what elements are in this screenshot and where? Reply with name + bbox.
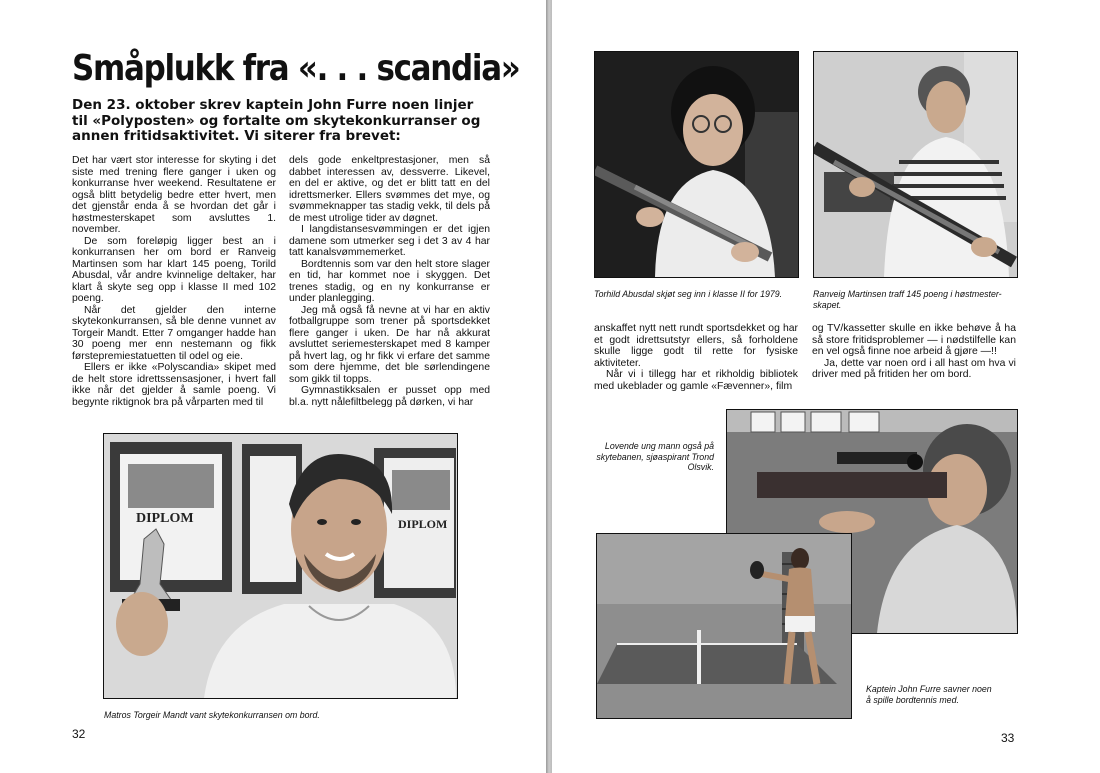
article-lead: Den 23. oktober skrev kaptein John Furre noen linjer til «Polyposten» og fortalte om skytekonkurranser og annen fritidsaktivitet. Vi siterer fra brevet: bbox=[72, 97, 481, 144]
caption-furre: Kaptein John Furre savner noen å spille bordtennis med. bbox=[866, 684, 992, 705]
paragraph: Når vi i tillegg har et rikholdig bibliotek med ukeblader og gamle «Fævenner», film bbox=[594, 369, 798, 392]
page-number: 33 bbox=[1001, 731, 1015, 745]
photo-torild-abusdal bbox=[594, 51, 799, 278]
paragraph: Ja, dette var noen ord i all hast om hva vi driver med på fritiden her om bord. bbox=[812, 357, 1016, 380]
paragraph: dels gode enkeltprestasjoner, men så dabbet interessen av, dessverre. Likevel, en del er aktive, og det er blitt tatt en del idrettsmerker. Ellers svømmes det mye, og svømmeknapper tas stadig vekk, til dels på de mest utrolige tider av døgnet. bbox=[289, 155, 490, 224]
text-column-1 bbox=[72, 155, 276, 408]
diplom-text-2: DIPLOM bbox=[398, 517, 448, 531]
paragraph: og TV/kassetter skulle en ikke behøve å ha så store fritidsproblemer — i nødstilfelle kan en vel også finne noe arbeid å gjøre —!! bbox=[812, 323, 1016, 357]
photo-ranveig-martinsen bbox=[813, 51, 1018, 278]
caption-torild: Torhild Abusdal skjøt seg inn i klasse II for 1979. bbox=[594, 289, 783, 299]
paragraph: Ellers er ikke «Polyscandia» skipet med de helt store idrettssensasjoner, i hvert fall ikke når det gjelder å samle poeng. Vi begynte riktignok bra på vårparten med til bbox=[72, 362, 276, 408]
paragraph: Gymnastikksalen er pusset opp med bl.a. nytt nålefiltbelegg på dørken, vi har bbox=[289, 385, 490, 408]
right-page bbox=[552, 0, 1100, 773]
diplom-text: DIPLOM bbox=[136, 511, 194, 526]
paragraph: I langdistansesvømmingen er det igjen damene som utmerker seg i det 3 av 4 har tatt kanalsvømmemerket. bbox=[289, 224, 490, 258]
caption-trond: Lovende ung mann også på skytebanen, sjøaspirant Trond Olsvik. bbox=[596, 441, 714, 472]
paragraph: Bordtennis som var den helt store slager en tid, har kommet noe i skyggen. Det trenes stadig, og en ny konkurranse er under planlegging. bbox=[289, 258, 490, 304]
article-title: Småplukk fra «. . . scandia» bbox=[72, 48, 520, 89]
text-column-2 bbox=[289, 155, 490, 408]
paragraph: Når det gjelder den interne skytekonkurransen, så ble denne vunnet av Torgeir Mandt. Etter 7 omganger hadde han 30 poeng mer enn nestemann og fikk førstepremiestatuetten til odel og eie. bbox=[72, 304, 276, 362]
photo-john-furre bbox=[596, 533, 852, 719]
paragraph: Jeg må også få nevne at vi har en aktiv fotballgruppe som trener på sportsdekket flere ganger i uken. De har nå akkurat avsluttet seriemesterskapet med 8 kamper på hvert lag, og hr fikk vi erfare det samme som dere hjemme, det ble sørlendingene som gikk til topps. bbox=[289, 304, 490, 385]
caption-ranveig: Ranveig Martinsen traff 145 poeng i høstmester-skapet. bbox=[813, 289, 1002, 310]
paragraph: De som foreløpig ligger best an i konkurransen her om bord er Ranveig Martinsen som har klart 145 poeng, Torild Abusdal, vår andre kvinnelige deltaker, har klart å skyte seg opp i klasse II med 102 poeng. bbox=[72, 235, 276, 304]
paragraph: anskaffet nytt nett rundt sportsdekket og har et godt idrettsutstyr ellers, så forholdene skulle ligge godt til rette for fysiske aktiviteter. bbox=[594, 323, 798, 369]
page-number: 32 bbox=[72, 727, 86, 741]
photo-caption: Matros Torgeir Mandt vant skytekonkurransen om bord. bbox=[104, 710, 320, 720]
right-text-column-1 bbox=[594, 323, 798, 392]
left-page bbox=[0, 0, 546, 773]
photo-torgeir-mandt bbox=[103, 433, 458, 699]
paragraph: Det har vært stor interesse for skyting i det siste med trening flere ganger i uken og konkurranse hver weekend. Resultatene er også blitt betydelig bedre etter hvert, men det gjenstår enda å se hvordan det går i høstmesterskapet som avsluttes 1. november. bbox=[72, 155, 276, 235]
right-text-column-2 bbox=[812, 323, 1016, 381]
